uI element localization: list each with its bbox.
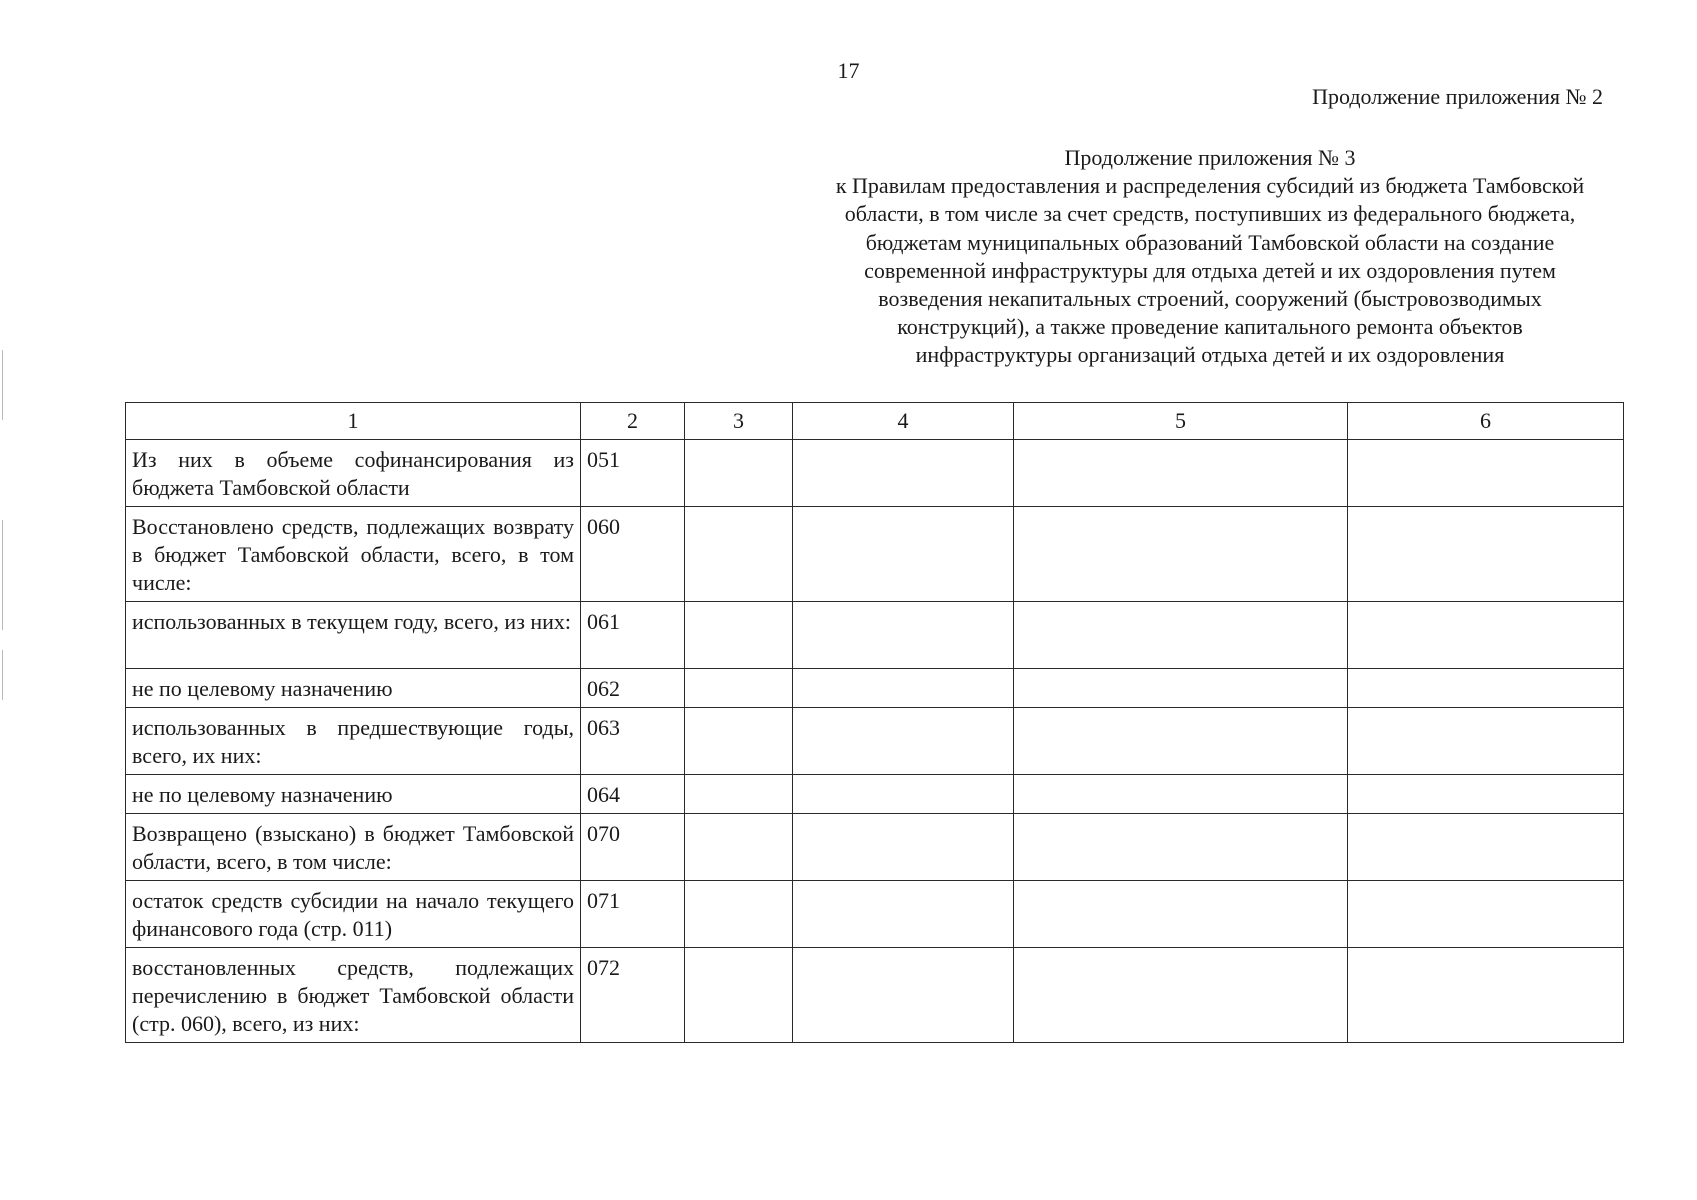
empty-cell (793, 814, 1014, 881)
empty-cell (793, 602, 1014, 669)
row-label: не по целевому назначению (126, 669, 581, 708)
empty-cell (1348, 602, 1624, 669)
appendix-3-line: возведения некапитальных строений, сооружений (быстровозводимых (878, 286, 1542, 312)
scan-mark (2, 350, 3, 420)
empty-cell (685, 814, 793, 881)
row-code: 060 (581, 507, 685, 602)
row-label: восстановленных средств, подлежащих перечислению в бюджет Тамбовской области (стр. 060), всего, из них: (126, 948, 581, 1043)
scan-mark (2, 650, 3, 700)
row-label: использованных в текущем году, всего, из них: (126, 602, 581, 669)
table-row (126, 948, 1624, 1043)
empty-cell (793, 708, 1014, 775)
empty-cell (685, 948, 793, 1043)
row-code: 070 (581, 814, 685, 881)
table-row (126, 507, 1624, 602)
empty-cell (1014, 602, 1348, 669)
empty-cell (793, 669, 1014, 708)
appendix-3-line: конструкций), а также проведение капитального ремонта объектов (897, 314, 1523, 340)
table-row (126, 602, 1624, 669)
table-header-row (126, 403, 1624, 440)
row-code: 072 (581, 948, 685, 1043)
empty-cell (1348, 507, 1624, 602)
appendix-3-line: области, в том числе за счет средств, поступивших из федерального бюджета, (844, 201, 1576, 227)
appendix-3-title: Продолжение приложения № 3 (1064, 145, 1356, 170)
column-header: 3 (685, 403, 793, 440)
appendix-2-continuation-label: Продолжение приложения № 2 (1312, 84, 1603, 109)
appendix-3-line: современной инфраструктуры для отдыха детей и их оздоровления путем (864, 257, 1556, 283)
appendix-3-line: к Правилам предоставления и распределения субсидий из бюджета Тамбовской (835, 173, 1585, 199)
row-label: не по целевому назначению (126, 775, 581, 814)
empty-cell (1348, 440, 1624, 507)
empty-cell (793, 440, 1014, 507)
row-code: 062 (581, 669, 685, 708)
row-code: 064 (581, 775, 685, 814)
table-row (126, 881, 1624, 948)
row-label: остаток средств субсидии на начало текущего финансового года (стр. 011) (126, 881, 581, 948)
empty-cell (685, 669, 793, 708)
empty-cell (1348, 948, 1624, 1043)
row-code: 063 (581, 708, 685, 775)
column-header: 1 (126, 403, 581, 440)
table-row (126, 814, 1624, 881)
empty-cell (793, 507, 1014, 602)
empty-cell (1348, 881, 1624, 948)
empty-cell (1014, 440, 1348, 507)
empty-cell (1348, 775, 1624, 814)
empty-cell (1348, 708, 1624, 775)
empty-cell (793, 881, 1014, 948)
empty-cell (1014, 775, 1348, 814)
empty-cell (1014, 814, 1348, 881)
appendix-3-line: бюджетам муниципальных образований Тамбовской области на создание (865, 229, 1555, 255)
table-row (126, 708, 1624, 775)
empty-cell (793, 948, 1014, 1043)
row-code: 051 (581, 440, 685, 507)
row-label: Возвращено (взыскано) в бюджет Тамбовской области, всего, в том числе: (126, 814, 581, 881)
empty-cell (1348, 669, 1624, 708)
table-row (126, 775, 1624, 814)
table-row (126, 669, 1624, 708)
empty-cell (793, 775, 1014, 814)
empty-cell (685, 507, 793, 602)
empty-cell (1014, 881, 1348, 948)
empty-cell (685, 440, 793, 507)
report-table (125, 402, 1624, 1043)
empty-cell (685, 602, 793, 669)
appendix-3-header (770, 144, 1650, 370)
empty-cell (685, 881, 793, 948)
scan-mark (2, 520, 3, 630)
row-label: использованных в предшествующие годы, всего, их них: (126, 708, 581, 775)
empty-cell (685, 775, 793, 814)
empty-cell (685, 708, 793, 775)
column-header: 2 (581, 403, 685, 440)
empty-cell (1014, 669, 1348, 708)
empty-cell (1014, 507, 1348, 602)
row-label: Из них в объеме софинансирования из бюджета Тамбовской области (126, 440, 581, 507)
table-row (126, 440, 1624, 507)
row-code: 071 (581, 881, 685, 948)
row-code: 061 (581, 602, 685, 669)
empty-cell (1348, 814, 1624, 881)
appendix-3-line: инфраструктуры организаций отдыха детей и их оздоровления (915, 342, 1505, 368)
page-number: 17 (837, 58, 860, 83)
empty-cell (1014, 948, 1348, 1043)
empty-cell (1014, 708, 1348, 775)
column-header: 4 (793, 403, 1014, 440)
column-header: 6 (1348, 403, 1624, 440)
row-label: Восстановлено средств, подлежащих возврату в бюджет Тамбовской области, всего, в том числе: (126, 507, 581, 602)
column-header: 5 (1014, 403, 1348, 440)
